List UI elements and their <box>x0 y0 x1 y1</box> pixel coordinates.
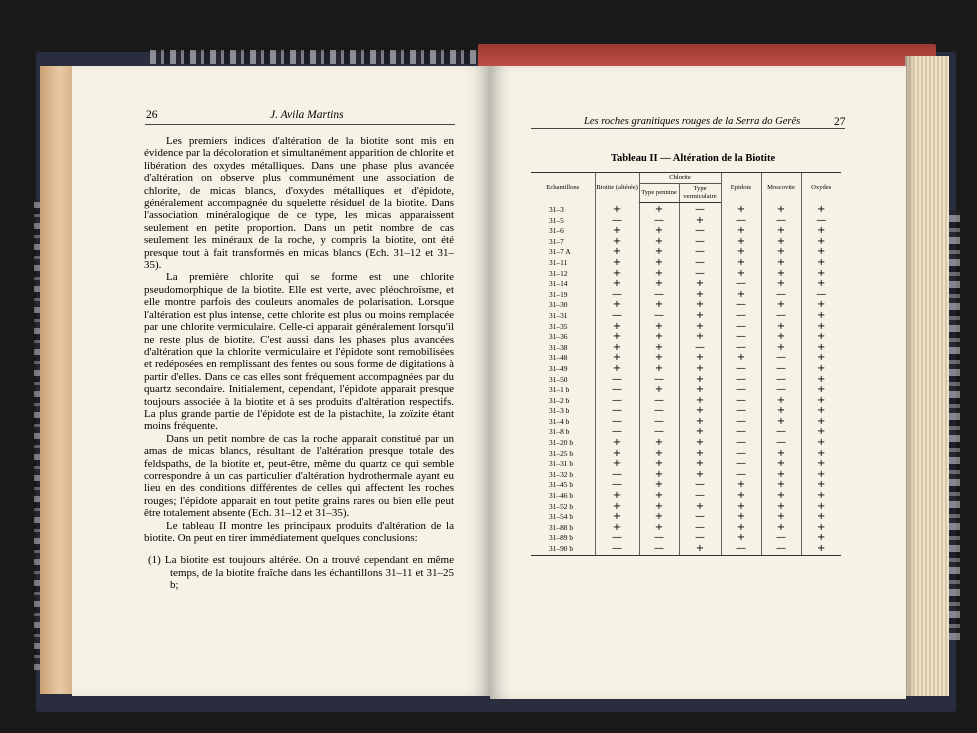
presence-cell: — <box>761 438 801 449</box>
sample-id-cell: 31–8 b <box>549 427 570 437</box>
presence-cell: — <box>639 544 679 555</box>
page-edge-top-red <box>478 44 936 68</box>
presence-cell: + <box>595 364 639 375</box>
page-stack-left <box>40 66 72 694</box>
presence-cell: + <box>639 385 679 396</box>
presence-cell: + <box>595 491 639 502</box>
presence-cell: + <box>801 343 841 354</box>
presence-cell: + <box>639 237 679 248</box>
presence-cell: + <box>721 258 761 269</box>
presence-cell: — <box>679 512 721 523</box>
sample-id-cell: 31–52 b <box>549 501 574 511</box>
presence-cell: — <box>679 247 721 258</box>
presence-cell: + <box>801 311 841 322</box>
table-row <box>531 491 841 502</box>
presence-cell: — <box>761 375 801 386</box>
presence-cell: — <box>595 417 639 428</box>
presence-cell: + <box>721 502 761 513</box>
presence-cell: + <box>639 269 679 280</box>
presence-cell: + <box>639 480 679 491</box>
presence-cell: + <box>639 226 679 237</box>
presence-cell: — <box>595 427 639 438</box>
presence-cell: + <box>801 459 841 470</box>
sample-id-cell: 31–14 <box>549 279 568 289</box>
presence-cell: + <box>595 438 639 449</box>
table-row <box>531 332 841 343</box>
left-running-head: J. Avila Martins <box>270 109 344 121</box>
sample-id-cell: 31–4 b <box>549 416 570 426</box>
presence-cell: — <box>721 417 761 428</box>
sample-id-cell: 31–36 <box>549 332 568 342</box>
presence-cell: + <box>721 491 761 502</box>
presence-cell: + <box>721 203 761 216</box>
paragraph-4: Le tableau II montre les principaux produits d'altération de la biotite. On peut en tirer immédiatement quelques conclusions: <box>144 519 454 544</box>
presence-cell: + <box>761 470 801 481</box>
presence-cell: — <box>639 311 679 322</box>
presence-cell: + <box>801 237 841 248</box>
presence-cell: — <box>595 216 639 227</box>
presence-cell: + <box>679 311 721 322</box>
presence-cell: + <box>801 502 841 513</box>
presence-cell: + <box>801 512 841 523</box>
presence-cell: — <box>639 533 679 544</box>
presence-cell: — <box>721 438 761 449</box>
table-row <box>531 375 841 386</box>
presence-cell: + <box>639 332 679 343</box>
presence-cell: + <box>761 396 801 407</box>
paragraph-1: Les premiers indices d'altération de la biotite sont mis en évidence par la décoloration et simultanément apparition de chlorite et libération des oxydes métalliques. Dans une phase plus avancée d'altération on observe plus communément une association de chlorite, de micas blancs, d'oxydes métalliques et d'épidote, généralement accompagnée du squelette résiduel de la biotite. Dans l'association minéralogique de ce type, les micas apparaissent seulement en petite proportion. Dans un petit nombre de cas seulement les minéraux de la roche, y compris la biotite, ont été presque tout à fait transformés en micas blancs (Ech. 31–12 et 31–35). <box>144 135 455 272</box>
sample-id-cell: 31–90 b <box>531 544 595 555</box>
sample-id-cell: 31–54 b <box>549 512 574 522</box>
presence-cell: + <box>595 237 639 248</box>
presence-cell: + <box>639 449 679 460</box>
presence-cell: + <box>801 300 841 311</box>
presence-cell: — <box>721 364 761 375</box>
presence-cell: + <box>801 279 841 290</box>
presence-cell: — <box>639 427 679 438</box>
presence-cell: + <box>801 491 841 502</box>
presence-cell: — <box>761 311 801 322</box>
presence-cell: + <box>639 502 679 513</box>
presence-cell: — <box>595 311 639 322</box>
table-row <box>531 406 841 417</box>
presence-cell: — <box>721 322 761 333</box>
presence-cell: — <box>595 385 639 396</box>
presence-cell: — <box>639 396 679 407</box>
presence-cell: — <box>761 290 801 301</box>
table-row <box>531 343 841 354</box>
presence-cell: + <box>639 300 679 311</box>
table-row <box>531 353 841 364</box>
presence-cell: + <box>761 279 801 290</box>
presence-cell: — <box>761 353 801 364</box>
table-title: Tableau II — Altération de la Biotite <box>611 153 776 164</box>
conclusion-1: (1) La biotite est toujours altérée. On a trouvé cependant en même temps, de la biotite fraîche dans les échantillons 31–11 et 31–25 b; <box>148 554 454 592</box>
sample-id-cell: 31–7 <box>549 236 564 246</box>
presence-cell: + <box>679 216 721 227</box>
presence-cell: — <box>801 216 841 227</box>
presence-cell: — <box>679 523 721 534</box>
presence-cell: + <box>761 258 801 269</box>
presence-cell: + <box>595 459 639 470</box>
presence-cell: — <box>679 533 721 544</box>
presence-cell: — <box>679 269 721 280</box>
presence-cell: + <box>801 533 841 544</box>
table-row <box>531 417 841 428</box>
left-header-rule <box>145 124 455 125</box>
presence-cell: — <box>721 279 761 290</box>
presence-cell: + <box>801 438 841 449</box>
table-row <box>531 512 841 523</box>
paragraph-3: Dans un petit nombre de cas la roche apparait constitué par un amas de micas blancs, résultant de l'altération presque totale des feldspaths, de la biotite et, peut-être, même du quartz ce qui semble correspondre à un cas particulier d'altération hydrothermale ayant eu lieu en des conditions différentes de celles qui affectent les roches rouges; l'épidote apparait en tout petite grains rares ou bien elle peut être totalement absente (Ech. 31–12 et 31–35). <box>144 432 454 520</box>
right-header-rule <box>531 128 845 129</box>
presence-cell: + <box>639 364 679 375</box>
presence-cell: + <box>679 544 721 555</box>
table-row <box>531 470 841 481</box>
presence-cell: + <box>761 512 801 523</box>
presence-cell: + <box>595 449 639 460</box>
presence-cell: — <box>721 216 761 227</box>
sample-id-cell: 31–31 b <box>549 459 574 469</box>
table-row <box>531 269 841 280</box>
table-row <box>531 300 841 311</box>
presence-cell: + <box>761 491 801 502</box>
presence-cell: + <box>595 523 639 534</box>
sample-id-cell: 31–38 <box>549 342 568 352</box>
presence-cell: + <box>639 459 679 470</box>
presence-cell: + <box>761 322 801 333</box>
presence-cell: + <box>801 396 841 407</box>
presence-cell: — <box>721 406 761 417</box>
header-echantillons: Echantillons <box>531 173 595 203</box>
presence-cell: + <box>721 353 761 364</box>
presence-cell: — <box>721 427 761 438</box>
header-moscovite: Moscovite <box>761 173 801 203</box>
table-row <box>531 226 841 237</box>
presence-cell: + <box>679 438 721 449</box>
presence-cell: — <box>761 364 801 375</box>
presence-cell: + <box>801 406 841 417</box>
presence-cell: + <box>679 417 721 428</box>
alteration-table <box>531 172 841 556</box>
presence-cell: — <box>679 258 721 269</box>
presence-cell: + <box>679 470 721 481</box>
presence-cell: + <box>639 247 679 258</box>
sample-id-cell: 31–1 b <box>549 385 570 395</box>
presence-cell: + <box>679 364 721 375</box>
sample-id-cell: 31–32 b <box>549 469 574 479</box>
presence-cell: — <box>721 396 761 407</box>
table-row <box>531 438 841 449</box>
table-row <box>531 203 841 216</box>
presence-cell: + <box>801 258 841 269</box>
presence-cell: + <box>761 237 801 248</box>
presence-cell: + <box>639 438 679 449</box>
presence-cell: — <box>721 375 761 386</box>
presence-cell: + <box>761 269 801 280</box>
table-row <box>531 449 841 460</box>
presence-cell: — <box>595 406 639 417</box>
right-page-number: 27 <box>834 116 846 128</box>
table-row <box>531 258 841 269</box>
presence-cell: + <box>761 300 801 311</box>
sample-id-cell: 31–2 b <box>549 395 570 405</box>
presence-cell: + <box>801 226 841 237</box>
presence-cell: + <box>595 502 639 513</box>
left-page-number: 26 <box>146 109 158 121</box>
presence-cell: + <box>801 203 841 216</box>
presence-cell: + <box>801 269 841 280</box>
presence-cell: + <box>801 322 841 333</box>
presence-cell: + <box>801 364 841 375</box>
presence-cell: + <box>595 247 639 258</box>
presence-cell: — <box>721 470 761 481</box>
presence-cell: — <box>679 343 721 354</box>
presence-cell: + <box>761 417 801 428</box>
presence-cell: — <box>679 491 721 502</box>
table-row <box>531 311 841 322</box>
table-row <box>531 523 841 534</box>
presence-cell: + <box>761 502 801 513</box>
presence-cell: + <box>679 375 721 386</box>
presence-cell: + <box>639 491 679 502</box>
presence-cell: — <box>639 375 679 386</box>
header-epidote: Epidote <box>721 173 761 203</box>
header-oxydes: Oxydes <box>801 173 841 203</box>
presence-cell: + <box>801 353 841 364</box>
presence-cell: + <box>721 226 761 237</box>
presence-cell: + <box>721 480 761 491</box>
presence-cell: — <box>721 311 761 322</box>
presence-cell: — <box>595 470 639 481</box>
presence-cell: + <box>761 343 801 354</box>
header-type-pennine: Type pennine <box>639 184 679 203</box>
table-row <box>531 237 841 248</box>
sample-id-cell: 31–19 <box>549 289 568 299</box>
presence-cell: + <box>639 279 679 290</box>
table-row <box>531 322 841 333</box>
header-type-vermiculaire: Type vermiculaire <box>679 184 721 203</box>
sample-id-cell: 31–3 b <box>549 406 570 416</box>
sample-id-cell: 31–3 <box>549 204 564 214</box>
presence-cell: — <box>679 226 721 237</box>
presence-cell: + <box>801 449 841 460</box>
presence-cell: — <box>721 385 761 396</box>
presence-cell: + <box>639 203 679 216</box>
presence-cell: — <box>595 533 639 544</box>
presence-cell: + <box>721 512 761 523</box>
presence-cell: + <box>761 406 801 417</box>
presence-cell: — <box>595 375 639 386</box>
presence-cell: + <box>639 512 679 523</box>
presence-cell: + <box>761 523 801 534</box>
presence-cell: — <box>801 290 841 301</box>
presence-cell: + <box>639 258 679 269</box>
presence-cell: + <box>801 385 841 396</box>
sample-id-cell: 31–50 <box>549 374 568 384</box>
presence-cell: — <box>761 385 801 396</box>
presence-cell: + <box>801 470 841 481</box>
presence-cell: — <box>721 544 761 555</box>
table-row <box>531 247 841 258</box>
presence-cell: — <box>679 203 721 216</box>
sample-id-cell: 31–48 <box>549 353 568 363</box>
presence-cell: + <box>679 427 721 438</box>
presence-cell: + <box>761 247 801 258</box>
presence-cell: + <box>721 290 761 301</box>
table-row <box>531 459 841 470</box>
sample-id-cell: 31–49 <box>549 363 568 373</box>
paragraph-2: La première chlorite qui se forme est une chlorite pseudomorphique de la biotite. Elle est verte, avec pléochroïsme, et elle montre parfois des couleurs anomales de polarisation. Lorsque l'altération est plus intense, cette chlorite est plus ou moins remplacée par une chlorite vermiculaire. Celle-ci apparait généralement lorsqu'il ne reste plus de biotite. C'est aussi dans les phases plus avancées d'altération que la chlorite vermiculaire et l'épidote sont remobilisées et redéposées en remplissant des fentes ou sous forme de digitations à partir d'elles. Dans ce cas elles sont fréquement accompagnées par du quartz secondaire. Initialement, cependant, l'épidote apparait presque toujours associée à la biotite et à ses produits d'altération respectifs. La plus grande partie de l'épidote est de la pistachite, la zoïzite étant moins fréquente. <box>144 271 454 433</box>
presence-cell: + <box>595 279 639 290</box>
sample-id-cell: 31–11 <box>549 257 568 267</box>
presence-cell: + <box>801 427 841 438</box>
presence-cell: + <box>801 247 841 258</box>
presence-cell: + <box>679 502 721 513</box>
presence-cell: + <box>761 459 801 470</box>
presence-cell: — <box>761 427 801 438</box>
presence-cell: + <box>761 226 801 237</box>
sample-id-cell: 31–46 b <box>549 491 574 501</box>
table-row <box>531 290 841 301</box>
presence-cell: + <box>721 523 761 534</box>
presence-cell: — <box>639 417 679 428</box>
sample-id-cell: 31–25 b <box>549 448 574 458</box>
presence-cell: + <box>595 353 639 364</box>
header-biotite: Biotite (altérée) <box>595 173 639 203</box>
presence-cell: — <box>595 480 639 491</box>
presence-cell: + <box>721 247 761 258</box>
table-row <box>531 480 841 491</box>
presence-cell: + <box>761 449 801 460</box>
presence-cell: + <box>801 544 841 555</box>
presence-cell: — <box>721 343 761 354</box>
table-row <box>531 544 841 555</box>
presence-cell: + <box>679 332 721 343</box>
presence-cell: — <box>679 237 721 248</box>
table-row <box>531 279 841 290</box>
presence-cell: + <box>801 332 841 343</box>
sample-id-cell: 31–5 <box>549 215 564 225</box>
table-row <box>531 502 841 513</box>
table-row <box>531 216 841 227</box>
presence-cell: + <box>639 322 679 333</box>
presence-cell: + <box>679 300 721 311</box>
sample-id-cell: 31–89 b <box>549 533 574 543</box>
presence-cell: + <box>595 512 639 523</box>
presence-cell: + <box>801 523 841 534</box>
presence-cell: + <box>679 449 721 460</box>
presence-cell: + <box>595 343 639 354</box>
presence-cell: + <box>721 533 761 544</box>
presence-cell: + <box>721 269 761 280</box>
presence-cell: + <box>595 269 639 280</box>
presence-cell: — <box>721 300 761 311</box>
presence-cell: + <box>679 396 721 407</box>
presence-cell: — <box>595 396 639 407</box>
presence-cell: — <box>721 459 761 470</box>
presence-cell: — <box>761 533 801 544</box>
left-body-text <box>144 135 454 592</box>
presence-cell: + <box>679 459 721 470</box>
presence-cell: + <box>761 332 801 343</box>
presence-cell: + <box>595 332 639 343</box>
sample-id-cell: 31–30 <box>549 300 568 310</box>
table-row <box>531 364 841 375</box>
presence-cell: — <box>721 332 761 343</box>
presence-cell: — <box>639 406 679 417</box>
presence-cell: — <box>721 449 761 460</box>
presence-cell: + <box>679 290 721 301</box>
presence-cell: + <box>595 322 639 333</box>
table-row <box>531 396 841 407</box>
sample-id-cell: 31–35 <box>549 321 568 331</box>
sample-id-cell: 31–31 <box>549 310 568 320</box>
table-row <box>531 533 841 544</box>
presence-cell: — <box>639 216 679 227</box>
presence-cell: + <box>801 417 841 428</box>
sample-id-cell: 31–7 A <box>549 247 571 257</box>
presence-cell: — <box>679 480 721 491</box>
presence-cell: — <box>761 544 801 555</box>
presence-cell: + <box>679 353 721 364</box>
presence-cell: + <box>721 237 761 248</box>
right-running-head: Les roches granitiques rouges de la Serra do Gerês <box>584 116 801 127</box>
presence-cell: + <box>801 375 841 386</box>
presence-cell: + <box>639 343 679 354</box>
sample-id-cell: 31–88 b <box>549 522 574 532</box>
presence-cell: — <box>595 290 639 301</box>
presence-cell: + <box>595 226 639 237</box>
presence-cell: + <box>639 470 679 481</box>
presence-cell: — <box>761 216 801 227</box>
presence-cell: + <box>679 406 721 417</box>
presence-cell: + <box>801 480 841 491</box>
presence-cell: — <box>595 544 639 555</box>
presence-cell: + <box>679 322 721 333</box>
presence-cell: + <box>639 523 679 534</box>
presence-cell: — <box>639 290 679 301</box>
presence-cell: + <box>639 353 679 364</box>
presence-cell: + <box>595 300 639 311</box>
sample-id-cell: 31–45 b <box>549 480 574 490</box>
page-stack-shadow <box>905 56 915 696</box>
presence-cell: + <box>761 480 801 491</box>
sample-id-cell: 31–6 <box>549 226 564 236</box>
sample-id-cell: 31–20 b <box>549 438 574 448</box>
header-chlorite: Chlorite <box>639 173 721 184</box>
sample-id-cell: 31–12 <box>549 268 568 278</box>
presence-cell: + <box>679 385 721 396</box>
presence-cell: + <box>679 279 721 290</box>
table-row <box>531 385 841 396</box>
presence-cell: + <box>595 258 639 269</box>
presence-cell: + <box>761 203 801 216</box>
table-row <box>531 427 841 438</box>
presence-cell: + <box>595 203 639 216</box>
